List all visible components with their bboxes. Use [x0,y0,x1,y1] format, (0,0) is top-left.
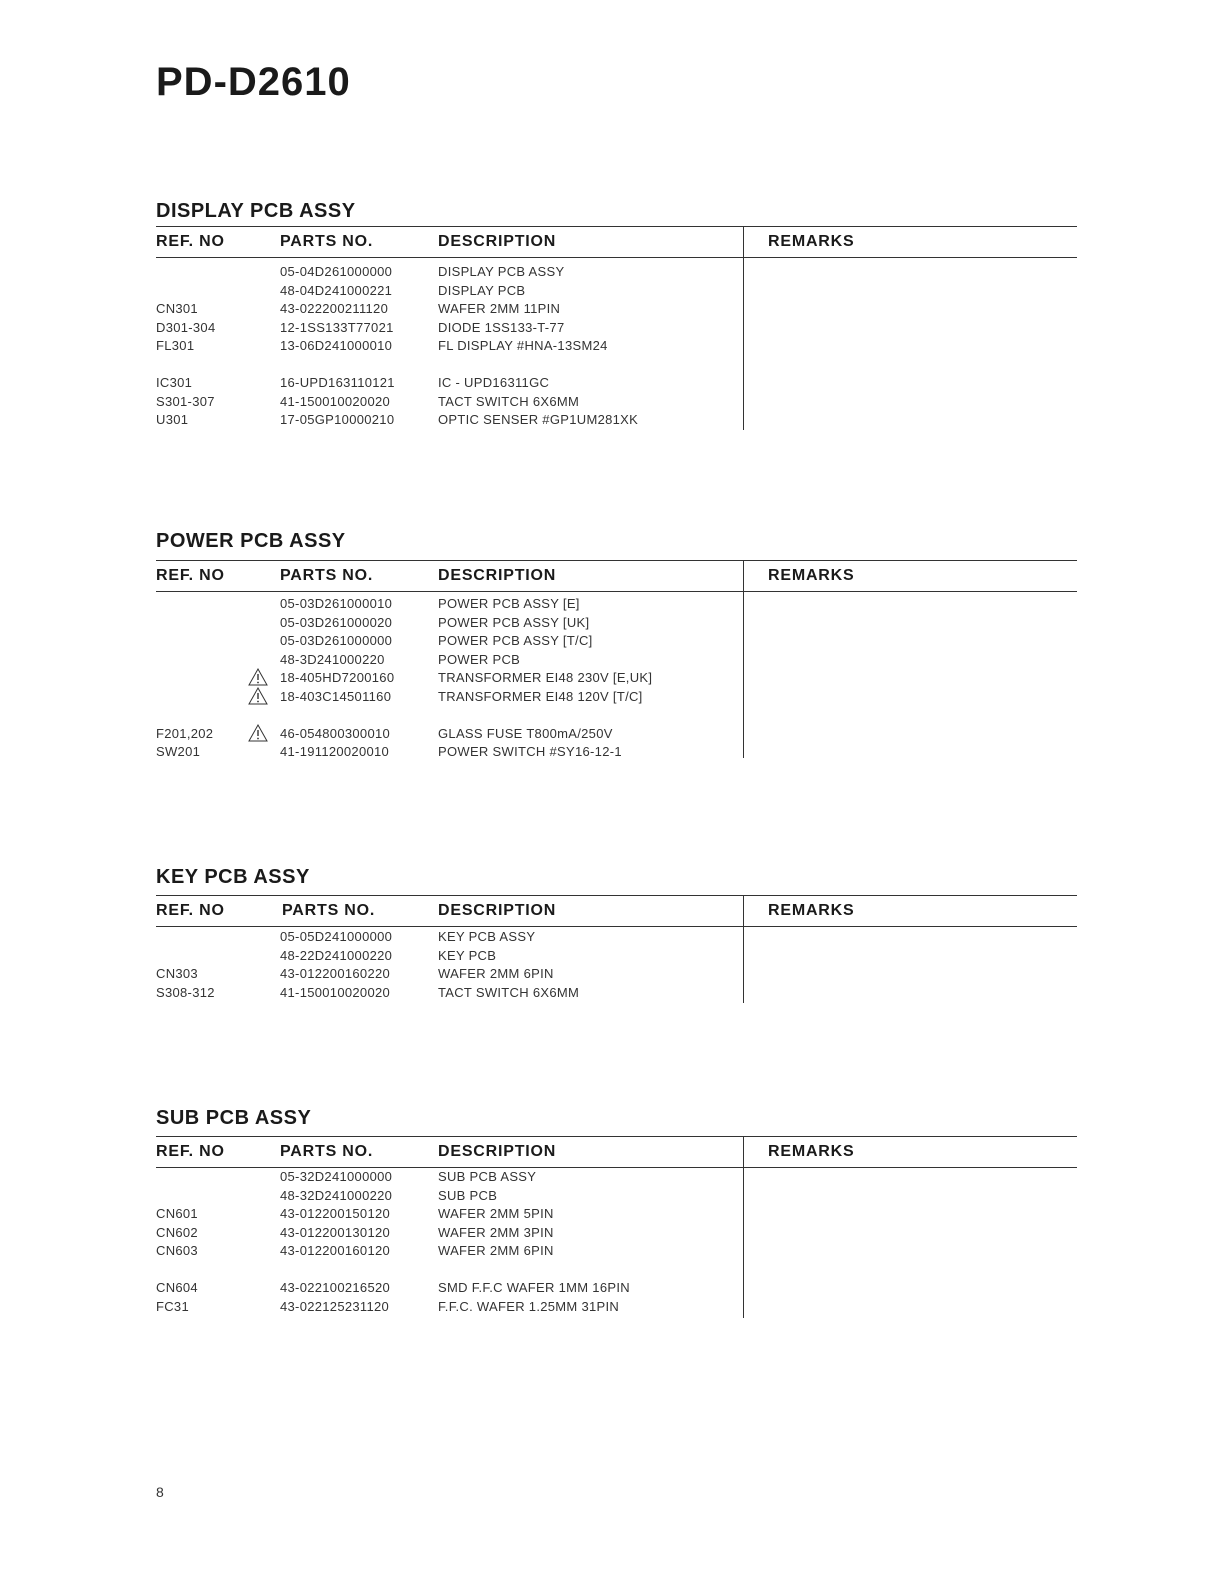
header-parts: PARTS NO. [280,1143,374,1160]
parts-no: 43-012200160220 [280,966,391,982]
header-description: DESCRIPTION [438,1143,557,1160]
ref-no: F201,202 [156,725,214,741]
description: DISPLAY PCB ASSY [438,264,565,279]
table-row [156,300,1077,319]
description: TACT SWITCH 6X6MM [438,984,580,1000]
table-row [156,651,1077,670]
description: DIODE 1SS133-T-77 [438,319,565,335]
parts-no: 05-04D261000000 [280,264,393,279]
page-title: PD-D2610 [156,60,351,104]
warning-icon [248,668,268,686]
parts-no: 18-403C14501160 [280,688,392,704]
description: TRANSFORMER EI48 230V [E,UK] [438,670,653,686]
warning-icon [248,687,268,705]
table-row [156,725,1077,744]
table-row [156,928,1077,947]
parts-no: 41-191120020010 [280,744,390,760]
parts-no: 48-04D241000221 [280,282,393,298]
table-row [156,374,1077,393]
table-row [156,743,1077,762]
parts-no: 18-405HD7200160 [280,670,395,686]
description: WAFER 2MM 6PIN [438,1243,554,1259]
table-header [156,1136,1077,1168]
header-ref: REF. NO [156,567,225,584]
ref-no: S301-307 [156,393,215,409]
parts-no: 05-03D261000010 [280,596,393,611]
table-row [156,688,1077,707]
ref-no: CN601 [156,1206,198,1222]
description: POWER PCB [438,651,521,667]
description: WAFER 2MM 11PIN [438,301,561,317]
parts-no: 46-054800300010 [280,725,391,741]
parts-no: 12-1SS133T77021 [280,319,394,335]
ref-no: CN602 [156,1224,198,1240]
description: WAFER 2MM 3PIN [438,1224,554,1240]
header-parts: PARTS NO. [280,233,374,250]
header-remarks: REMARKS [768,233,855,250]
ref-no: FC31 [156,1298,189,1314]
description: DISPLAY PCB [438,282,526,298]
parts-no: 43-022125231120 [280,1298,390,1314]
table-row [156,1205,1077,1224]
page-number: 8 [156,1484,164,1500]
description: POWER PCB ASSY [T/C] [438,633,593,649]
section-title: DISPLAY PCB ASSY [156,200,356,222]
description: KEY PCB ASSY [438,929,536,944]
ref-no: S308-312 [156,984,215,1000]
table-row [156,319,1077,338]
header-remarks: REMARKS [768,902,855,919]
ref-no: CN303 [156,966,198,982]
table-row [156,632,1077,651]
description: SUB PCB [438,1187,498,1203]
ref-no: IC301 [156,374,193,390]
parts-no: 41-150010020020 [280,393,391,409]
parts-no: 43-012200150120 [280,1206,391,1222]
table-row [156,965,1077,984]
table-rows [156,1168,1077,1316]
description: IC - UPD16311GC [438,374,550,390]
description: POWER PCB ASSY [UK] [438,614,590,630]
parts-no: 17-05GP10000210 [280,412,395,428]
table-row [156,1279,1077,1298]
table-row [156,393,1077,412]
parts-no: 43-022200211120 [280,301,389,317]
parts-no: 05-03D261000000 [280,633,393,649]
section-title: POWER PCB ASSY [156,530,346,552]
parts-no: 16-UPD163110121 [280,374,395,390]
ref-no: CN604 [156,1279,198,1295]
table-row [156,669,1077,688]
ref-no: D301-304 [156,319,216,335]
description: GLASS FUSE T800mA/250V [438,725,613,741]
parts-no: 48-22D241000220 [280,947,393,963]
warning-icon [248,724,268,742]
ref-no: U301 [156,412,189,428]
table-rows [156,928,1077,1002]
table-row [156,282,1077,301]
ref-no: FL301 [156,338,195,354]
table-rows [156,263,1077,430]
header-ref: REF. NO [156,1143,225,1160]
description: TACT SWITCH 6X6MM [438,393,580,409]
description: OPTIC SENSER #GP1UM281XK [438,412,639,428]
description: WAFER 2MM 5PIN [438,1206,554,1222]
parts-no: 43-012200130120 [280,1224,391,1240]
header-ref: REF. NO [156,902,225,919]
parts-no: 43-012200160120 [280,1243,391,1259]
section-title: KEY PCB ASSY [156,866,310,888]
table-row [156,263,1077,282]
table-row [156,411,1077,430]
parts-no: 13-06D241000010 [280,338,393,354]
ref-no: CN603 [156,1243,198,1259]
table-row [156,595,1077,614]
table-header [156,226,1077,258]
table-row [156,1298,1077,1317]
description: SUB PCB ASSY [438,1169,537,1184]
table-header [156,560,1077,592]
parts-no: 41-150010020020 [280,984,391,1000]
description: SMD F.F.C WAFER 1MM 16PIN [438,1279,630,1295]
table-row [156,1224,1077,1243]
table-row [156,984,1077,1003]
header-remarks: REMARKS [768,1143,855,1160]
ref-no: SW201 [156,744,201,760]
description: POWER PCB ASSY [E] [438,596,580,611]
header-ref: REF. NO [156,233,225,250]
description: KEY PCB [438,947,497,963]
table-row [156,1168,1077,1187]
parts-no: 43-022100216520 [280,1279,391,1295]
header-remarks: REMARKS [768,567,855,584]
description: F.F.C. WAFER 1.25MM 31PIN [438,1298,620,1314]
parts-no: 48-32D241000220 [280,1187,393,1203]
table-header [156,895,1077,927]
header-description: DESCRIPTION [438,902,557,919]
table-row [156,1242,1077,1261]
table-rows [156,595,1077,762]
header-parts: PARTS NO. [280,567,374,584]
ref-no: CN301 [156,301,198,317]
section-title: SUB PCB ASSY [156,1107,312,1129]
parts-no: 05-32D241000000 [280,1169,393,1184]
table-row [156,614,1077,633]
parts-no: 05-03D261000020 [280,614,393,630]
parts-no: 48-3D241000220 [280,651,385,667]
parts-no: 05-05D241000000 [280,929,393,944]
table-row [156,947,1077,966]
description: POWER SWITCH #SY16-12-1 [438,744,622,760]
description: WAFER 2MM 6PIN [438,966,554,982]
description: TRANSFORMER EI48 120V [T/C] [438,688,643,704]
header-description: DESCRIPTION [438,233,557,250]
table-row [156,337,1077,356]
description: FL DISPLAY #HNA-13SM24 [438,338,608,354]
table-row [156,1187,1077,1206]
header-description: DESCRIPTION [438,567,557,584]
header-parts: PARTS NO. [282,902,376,919]
